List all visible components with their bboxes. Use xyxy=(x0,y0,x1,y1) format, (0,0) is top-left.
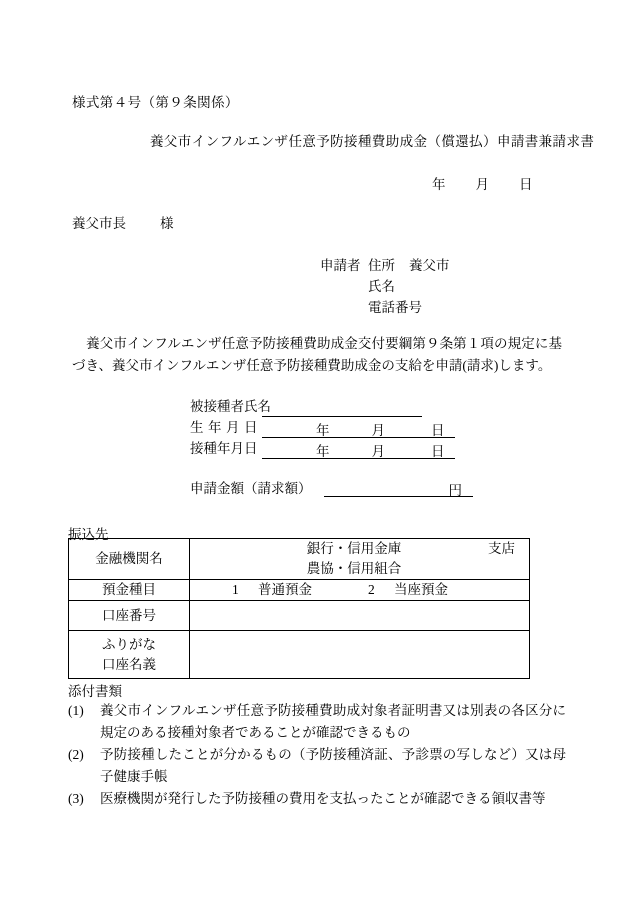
vaccinee-birthdate-label: 生年月日 xyxy=(190,420,262,435)
attachment-text: 養父市インフルエンザ任意予防接種費助成対象者証明書又は別表の各区分に規定のある接種対象者であることが確認できるもの xyxy=(100,703,566,740)
applicant-heading: 申請者 xyxy=(320,258,361,273)
date-day-unit: 日 xyxy=(519,177,533,192)
account-number-label: 口座番号 xyxy=(69,601,190,631)
list-item xyxy=(68,700,566,744)
addressee-name: 養父市長 xyxy=(72,216,126,231)
attachment-text: 医療機関が発行した予防接種の費用を支払ったことが確認できる領収書等 xyxy=(100,791,546,806)
list-item xyxy=(68,788,566,810)
amount-unit: 円 xyxy=(448,479,464,497)
amount-label: 申請金額（請求額） xyxy=(190,481,312,496)
bank-section-heading: 振込先 xyxy=(68,527,109,542)
amount-row xyxy=(190,477,473,497)
account-holder-name-label: 口座名義 xyxy=(102,656,156,672)
table-row xyxy=(69,580,530,601)
account-holder-value[interactable] xyxy=(190,631,530,679)
institution-type-2: 農協・信用組合 xyxy=(306,561,402,576)
table-row xyxy=(69,539,530,580)
date-line xyxy=(432,178,533,192)
date-year-unit: 年 xyxy=(432,177,446,192)
vaccinee-name-input[interactable] xyxy=(262,399,422,417)
branch-label: 支店 xyxy=(488,541,515,556)
deposit-option-2-number[interactable]: 2 xyxy=(368,582,375,597)
bank-table xyxy=(68,538,530,679)
deposit-option-1-name[interactable]: 普通預金 xyxy=(258,582,312,597)
deposit-type-value[interactable] xyxy=(190,580,530,601)
applicant-address-label: 住所 xyxy=(368,258,395,273)
deposit-option-1-number[interactable]: 1 xyxy=(232,582,239,597)
amount-input[interactable] xyxy=(324,479,448,497)
birth-day-unit: 日 xyxy=(429,420,447,438)
vaccination-year-unit: 年 xyxy=(314,441,332,459)
applicant-block xyxy=(320,255,450,318)
birth-day-input[interactable] xyxy=(387,420,429,438)
vaccination-month-input[interactable] xyxy=(332,441,370,459)
vaccinee-birthdate-row xyxy=(190,417,455,438)
vaccination-date-row xyxy=(190,438,455,459)
applicant-name-label: 氏名 xyxy=(368,279,395,294)
applicant-address-value[interactable]: 養父市 xyxy=(409,258,450,273)
bank-institution-value[interactable] xyxy=(190,539,530,580)
attachments-list xyxy=(68,700,566,810)
vaccination-date-label: 接種年月日 xyxy=(190,441,258,456)
form-number: 様式第４号（第９条関係） xyxy=(72,95,239,110)
addressee xyxy=(72,217,174,231)
account-number-value[interactable] xyxy=(190,601,530,631)
vaccinee-name-row xyxy=(190,396,455,417)
deposit-type-label: 預金種目 xyxy=(69,580,190,601)
vaccination-day-unit: 日 xyxy=(429,441,447,459)
birth-month-input[interactable] xyxy=(332,420,370,438)
bank-institution-label: 金融機関名 xyxy=(69,539,190,580)
body-paragraph xyxy=(72,333,562,377)
birth-month-unit: 月 xyxy=(370,420,388,438)
applicant-row-name xyxy=(320,276,450,297)
vaccination-year-input[interactable] xyxy=(262,441,314,459)
vaccination-day-input[interactable] xyxy=(387,441,429,459)
account-holder-label xyxy=(69,631,190,679)
vaccinee-fields xyxy=(190,396,455,459)
body-paragraph-text: 養父市インフルエンザ任意予防接種費助成金交付要綱第９条第１項の規定に基づき、養父市インフルエンザ任意予防接種費助成金の支給を申請(請求)します。 xyxy=(72,336,562,373)
applicant-row-address xyxy=(320,255,450,276)
institution-type-1: 銀行・信用金庫 xyxy=(306,541,402,556)
table-row xyxy=(69,631,530,679)
vaccination-month-unit: 月 xyxy=(370,441,388,459)
vaccinee-name-label: 被接種者氏名 xyxy=(190,399,271,414)
attachment-text: 予防接種したことが分かるもの（予防接種済証、予診票の写しなど）又は母子健康手帳 xyxy=(100,747,566,784)
attachment-number: (3) xyxy=(68,791,84,806)
birth-year-input[interactable] xyxy=(262,420,314,438)
document-title: 養父市インフルエンザ任意予防接種費助成金（償還払）申請書兼請求書 xyxy=(150,134,595,149)
table-row xyxy=(69,601,530,631)
account-holder-furigana-label: ふりがな xyxy=(102,636,156,652)
applicant-row-phone xyxy=(320,297,450,318)
birth-year-unit: 年 xyxy=(314,420,332,438)
attachment-number: (2) xyxy=(68,747,84,762)
addressee-honorific: 様 xyxy=(160,216,174,231)
date-month-unit: 月 xyxy=(475,177,489,192)
applicant-phone-label: 電話番号 xyxy=(368,300,422,315)
attachment-number: (1) xyxy=(68,703,84,718)
attachments-heading: 添付書類 xyxy=(68,684,122,699)
deposit-option-2-name[interactable]: 当座預金 xyxy=(394,582,448,597)
list-item xyxy=(68,744,566,788)
